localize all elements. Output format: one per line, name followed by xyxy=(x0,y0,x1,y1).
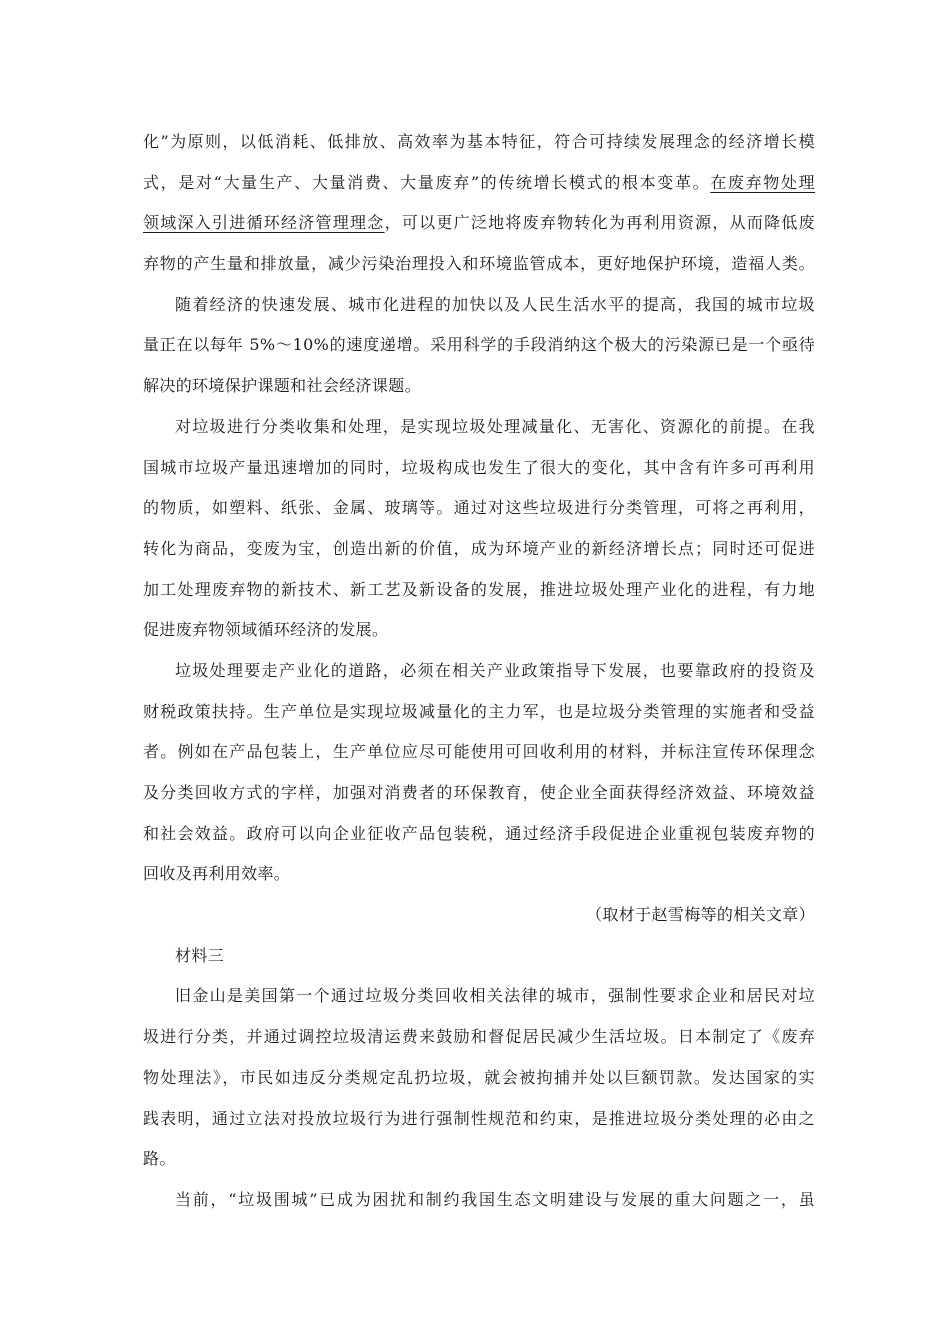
text-line xyxy=(143,976,815,1017)
paragraph xyxy=(143,1180,815,1221)
text-line xyxy=(143,325,815,366)
text-line xyxy=(143,692,815,733)
paragraph xyxy=(143,976,815,1179)
text-segment: 践表明，通过立法对投放垃圾行为进行强制性规范和约束，是推进垃圾分类处理的必由之 xyxy=(143,1108,815,1128)
text-segment: 当前，“垃圾围城”已成为困扰和制约我国生态文明建设与发展的重大问题之一，虽 xyxy=(175,1189,815,1209)
text-segment: （取材于赵雪梅等的相关文章） xyxy=(586,905,815,925)
text-line xyxy=(143,773,815,814)
text-line xyxy=(143,1180,815,1221)
text-line xyxy=(143,529,815,570)
text-line xyxy=(143,854,815,895)
paragraph xyxy=(143,407,815,651)
paragraph xyxy=(143,651,815,895)
text-line xyxy=(143,651,815,692)
text-segment: 及分类回收方式的字样，加强对消费者的环保教育，使企业全面获得经济效益、环境效益 xyxy=(143,783,815,802)
text-segment: 旧金山是美国第一个通过垃圾分类回收相关法律的城市，强制性要求企业和居民对垃 xyxy=(175,986,815,1006)
text-line xyxy=(143,366,815,407)
text-segment: 的物质，如塑料、纸张、金属、玻璃等。通过对这些垃圾进行分类管理，可将之再利用， xyxy=(143,498,815,518)
text-line xyxy=(143,448,815,489)
text-line xyxy=(143,1058,815,1099)
text-line xyxy=(143,122,815,163)
text-line xyxy=(143,814,815,855)
text-line xyxy=(143,407,815,448)
text-line xyxy=(143,936,815,977)
underlined-sentence: 领域深入引进循环经济管理理念 xyxy=(143,213,385,233)
paragraph xyxy=(143,895,815,936)
text-segment: ，可以更广泛地将废弃物转化为再利用资源，从而降低废 xyxy=(384,213,815,233)
text-segment: 国城市垃圾产量迅速增加的同时，垃圾构成也发生了很大的变化，其中含有许多可再利用 xyxy=(143,457,815,477)
text-segment: 随着经济的快速发展、城市化进程的加快以及人民生活水平的提高，我国的城市垃圾 xyxy=(175,294,815,314)
text-line xyxy=(143,285,815,326)
text-line xyxy=(143,163,815,204)
text-segment: 化”为原则，以低消耗、低排放、高效率为基本特征，符合可持续发展理念的经济增长模 xyxy=(143,132,815,151)
text-segment: 者。例如在产品包装上，生产单位应尽可能使用可回收利用的材料，并标注宣传环保理念 xyxy=(143,742,815,762)
text-segment: 材料三 xyxy=(175,945,225,965)
text-line xyxy=(143,203,815,244)
text-segment: 财税政策扶持。生产单位是实现垃圾减量化的主力军，也是垃圾分类管理的实施者和受益 xyxy=(143,701,815,721)
text-segment: 垃圾处理要走产业化的道路，必须在相关产业政策指导下发展，也要靠政府的投资及 xyxy=(175,660,815,680)
text-line xyxy=(143,244,815,285)
text-segment: 加工处理废弃物的新技术、新工艺及新设备的发展，推进垃圾处理产业化的进程，有力地 xyxy=(143,579,815,599)
text-line xyxy=(143,732,815,773)
text-line xyxy=(143,1017,815,1058)
text-segment: 回收及再利用效率。 xyxy=(143,864,291,884)
paragraph xyxy=(143,285,815,407)
text-segment: 转化为商品，变废为宝，创造出新的价值，成为环境产业的新经济增长点；同时还可促进 xyxy=(143,538,815,558)
document-page xyxy=(143,122,815,1221)
text-line xyxy=(143,1139,815,1180)
paragraph xyxy=(143,936,815,977)
underlined-sentence: 在废弃物处理 xyxy=(710,172,815,192)
text-line xyxy=(143,488,815,529)
text-segment: 解决的环境保护课题和社会经济课题。 xyxy=(143,376,421,396)
text-segment: 弃物的产生量和排放量，减少污染治理投入和环境监管成本，更好地保护环境，造福人类。 xyxy=(143,254,815,274)
text-segment: 促进废弃物领域循环经济的发展。 xyxy=(143,620,389,640)
text-segment: 对垃圾进行分类收集和处理，是实现垃圾处理减量化、无害化、资源化的前提。在我 xyxy=(175,416,815,436)
text-segment: 物处理法》，市民如违反分类规定乱扔垃圾，就会被拘捕并处以巨额罚款。发达国家的实 xyxy=(143,1067,815,1087)
text-segment: 量正在以每年 5%～10%的速度递增。采用科学的手段消纳这个极大的污染源已是一个亟待 xyxy=(143,335,815,355)
text-segment: 和社会效益。政府可以向企业征收产品包装税，通过经济手段促进企业重视包装废弃物的 xyxy=(143,823,815,843)
source-citation xyxy=(143,895,815,936)
text-line xyxy=(143,610,815,651)
text-segment: 路。 xyxy=(143,1149,176,1169)
text-segment: 圾进行分类，并通过调控垃圾清运费来鼓励和督促居民减少生活垃圾。日本制定了《废弃 xyxy=(143,1027,815,1047)
paragraph xyxy=(143,122,815,285)
text-line xyxy=(143,570,815,611)
text-line xyxy=(143,1099,815,1140)
text-segment: 式，是对“大量生产、大量消费、大量废弃”的传统增长模式的根本变革。 xyxy=(143,172,711,192)
